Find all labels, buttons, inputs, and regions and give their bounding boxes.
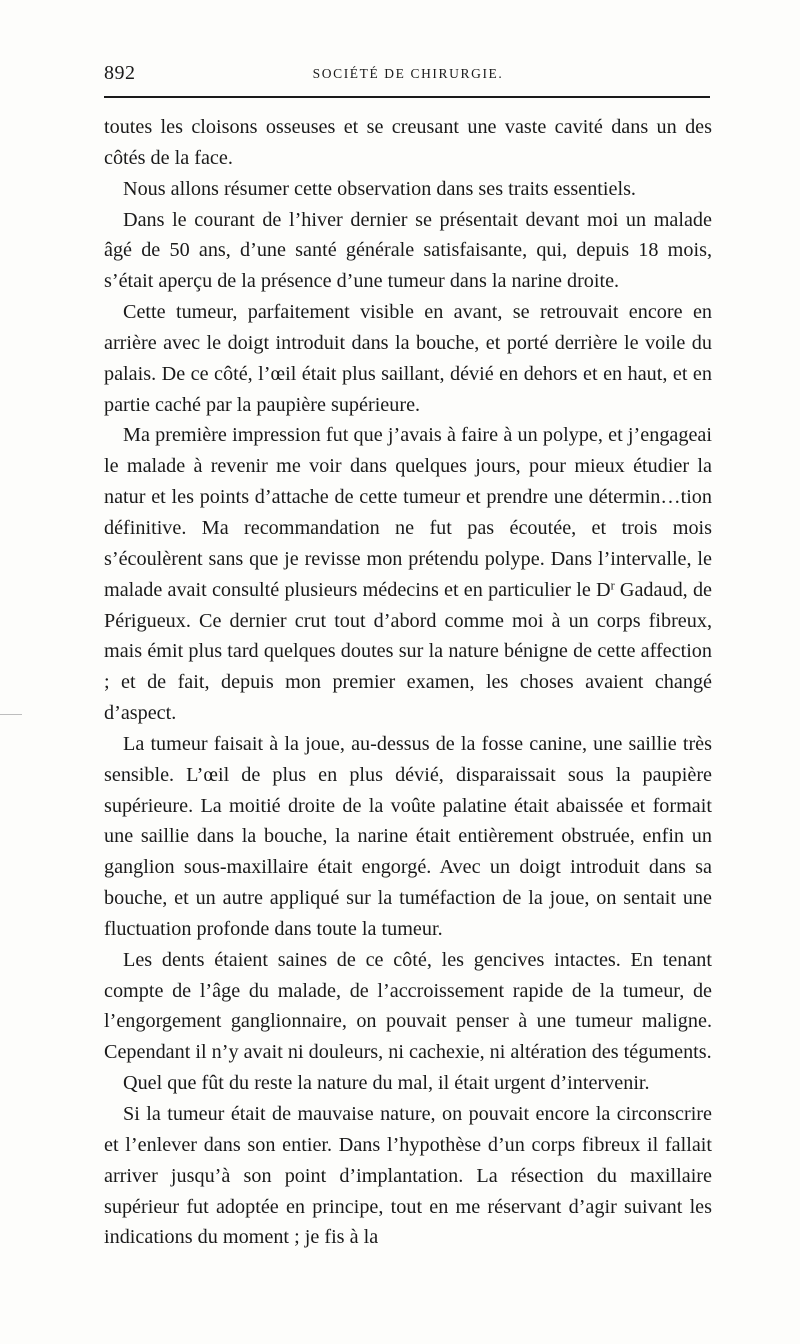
paragraph: Nous allons résumer cette observation dans ses traits essentiels. — [123, 177, 636, 200]
paragraph-continued: toutes les cloisons osseuses et se creusant une vaste cavité dans un des côtés de la face. — [104, 116, 712, 169]
margin-mark — [0, 714, 22, 715]
paragraph: Cette tumeur, parfaitement visible en avant, se retrouvait encore en arrière avec le doigt introduit dans la bouche, et porté derrière le voile du palais. De ce côté, l’œil était plus saillant, dévié en dehors et en haut, et en partie caché par la paupière supérieure. — [104, 301, 712, 416]
paragraph: Si la tumeur était de mauvaise nature, on pouvait encore la circonscrire et l’enlever dans son entier. Dans l’hypothèse d’un corps fibreux il fallait arriver jusqu’à son point d’implantation. La résection du maxillaire supérieur fut adoptée en principe, tout en me réservant d’agir suivant les indications du moment ; je fis à la — [104, 1103, 712, 1249]
paragraph: Les dents étaient saines de ce côté, les gencives intactes. En tenant compte de l’âge du malade, de l’accroissement rapide de la tumeur, de l’engorgement ganglionnaire, on pouvait penser à une tumeur maligne. Cependant il n’y avait ni douleurs, ni cachexie, ni altération des téguments. — [104, 948, 712, 1064]
paragraph: La tumeur faisait à la joue, au-dessus de la fosse canine, une saillie très sensible. L’œil de plus en plus dévié, disparaissait sous la paupière supérieure. La moitié droite de la voûte palatine était abaissée et formait une saillie dans la bouche, la narine était entièrement obstruée, enfin un ganglion sous-maxillaire était engorgé. Avec un doigt introduit dans sa bouche, et un autre appliqué sur la tuméfaction de la joue, on sentait une fluctuation profonde dans toute la tumeur. — [104, 732, 712, 940]
doctor-abbrev-superscript: r — [610, 578, 615, 592]
paragraph: Dans le courant de l’hiver dernier se présentait devant moi un malade âgé de 50 ans, d’une santé générale satisfaisante, qui, depuis 18 mois, s’était aperçu de la présence d’une tumeur dans la narine droite. — [104, 208, 712, 293]
journal-title: SOCIÉTÉ DE CHIRURGIE. — [312, 66, 504, 81]
paragraph-text: Ma première impression fut que j’avais à faire à un polype, et j’engageai le malade à revenir me voir dans quelques jours, pour mieux étudier la natur et les points d’attache de cette tumeur et prendre une détermin…tion définitive. Ma recommandation ne fut pas écoutée, et trois mois s’écoulèrent sans que je revisse mon prétendu polype. Dans l’intervalle, le malade avait consulté plusieurs médecins et en particulier le D — [104, 424, 712, 601]
header-rule — [104, 96, 710, 98]
body-text — [104, 112, 712, 1253]
running-head — [104, 60, 712, 88]
page-number: 892 — [104, 62, 136, 84]
paragraph: Quel que fût du reste la nature du mal, il était urgent d’intervenir. — [123, 1072, 650, 1095]
paragraph — [104, 420, 712, 728]
paragraph-text: Gadaud, de Périgueux. Ce dernier crut tout d’abord comme moi à un corps fibreux, mais émit plus tard quelques doutes sur la nature bénigne de cette affection ; et de fait, depuis mon premier examen, les choses avaient changé d’aspect. — [104, 578, 712, 725]
